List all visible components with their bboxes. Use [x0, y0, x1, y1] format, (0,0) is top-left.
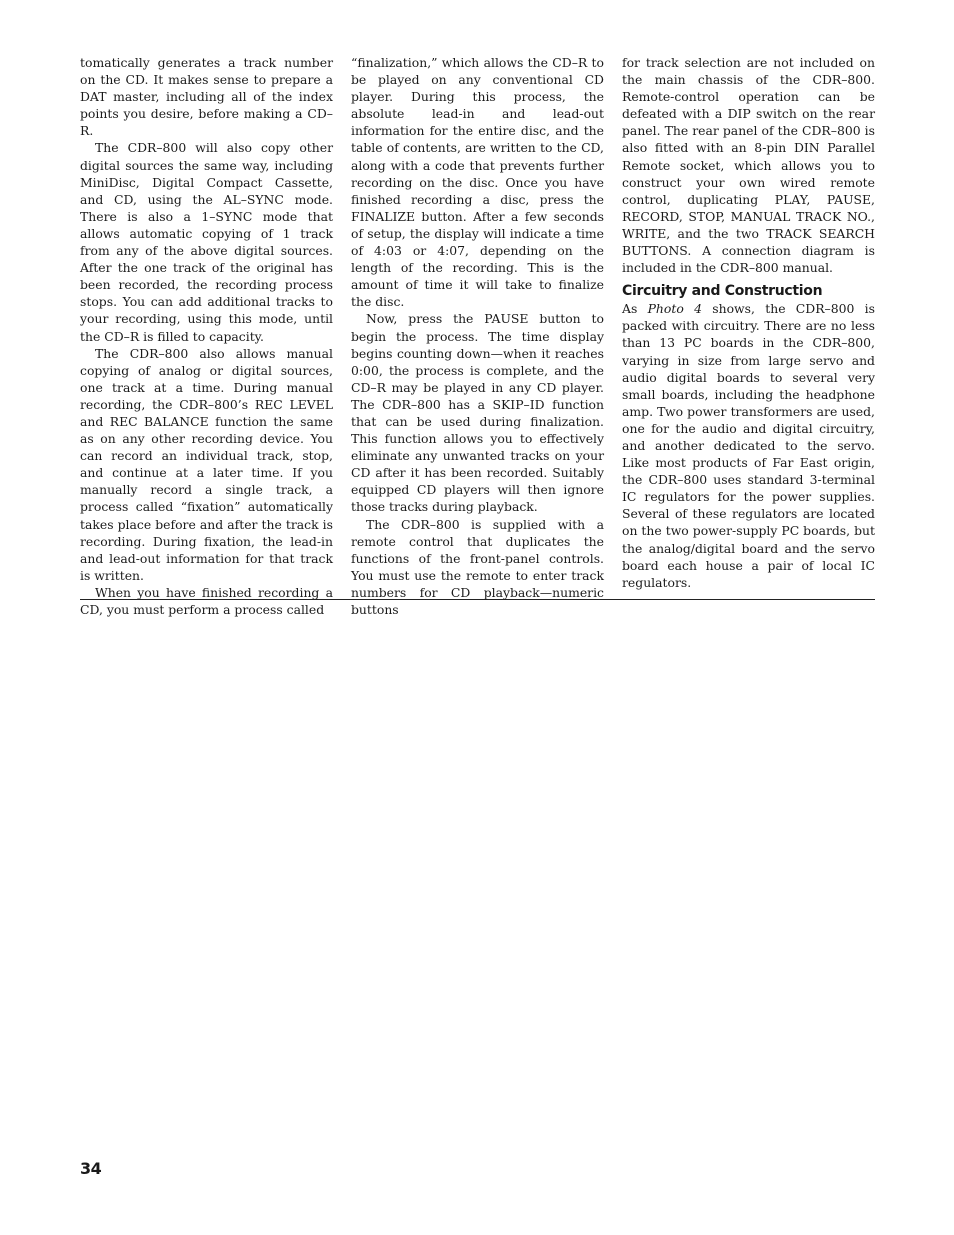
- page-number: 34: [80, 1159, 102, 1178]
- article-columns: [80, 54, 875, 618]
- column-2: [351, 54, 604, 618]
- photo-reference: Photo 4: [647, 301, 702, 317]
- paragraph: The CDR–800 is supplied with a remote control that duplicates the functions of the front-panel controls. You must use the remote to enter track numbers for CD playback—numeric buttons: [351, 516, 604, 617]
- text-run: As: [622, 301, 648, 317]
- paragraph: tomatically generates a track number on the CD. It makes sense to prepare a DAT master, including all of the index points you desire, before making a CD–R.: [80, 55, 333, 139]
- paragraph: The CDR–800 also allows manual copying of analog or digital sources, one track at a time. During manual recording, the CDR–800’s REC LEVEL and REC BALANCE function the same as on any other recording device. You can record an individual track, stop, and continue at a later time. If you manually record a single track, a process called “fixation” automatically takes place before and after the track is recording. During fixation, the lead-in and lead-out information for that track is written.: [80, 345, 333, 583]
- paragraph: When you have finished recording a CD, you must perform a process called: [80, 584, 333, 617]
- paragraph: [622, 300, 875, 591]
- column-1: [80, 54, 333, 618]
- paragraph: Now, press the PAUSE button to begin the process. The time display begins counting down—when it reaches 0:00, the process is complete, and the CD–R may be played in any CD player. The CDR–800 has a SKIP–ID function that can be used during finalization. This function allows you to effectively eliminate any unwanted tracks on your CD after it has been recorded. Suitably equipped CD players will then ignore those tracks during playback.: [351, 311, 604, 515]
- paragraph: The CDR–800 will also copy other digital sources the same way, including MiniDisc, Digital Compact Cassette, and CD, using the AL–SYNC mode. There is also a 1–SYNC mode that allows automatic copying of 1 track from any of the above digital sources. After the one track of the original has been recorded, the recording process stops. You can add additional tracks to your recording, using this mode, until the CD–R is filled to capacity.: [80, 140, 333, 344]
- horizontal-rule: [80, 599, 875, 600]
- text-run: shows, the CDR–800 is packed with circuitry. There are no less than 13 PC boards in the CDR–800, varying in size from large servo and audio digital boards to several very small boards, including the headphone amp. Two power transformers are used, one for the audio and digital circuitry, and another dedicated to the servo. Like most products of Far East origin, the CDR–800 uses standard 3-terminal IC regulators for the power supplies. Several of these regulators are located on the two power-supply PC boards, but the analog/digital board and the servo board each house a pair of local IC regulators.: [622, 301, 875, 590]
- column-3: [622, 54, 875, 618]
- paragraph: for track selection are not included on the main chassis of the CDR–800. Remote-control operation can be defeated with a DIP switch on the rear panel. The rear panel of the CDR–800 is also fitted with an 8-pin DIN Parallel Remote socket, which allows you to construct your own wired remote control, duplicating PLAY, PAUSE, RECORD, STOP, MANUAL TRACK NO., WRITE, and the two TRACK SEARCH BUTTONS. A connection diagram is included in the CDR–800 manual.: [622, 55, 875, 276]
- paragraph: “finalization,” which allows the CD–R to be played on any conventional CD player. During this process, the absolute lead-in and lead-out information for the entire disc, and the table of contents, are written to the CD, along with a code that prevents further recording on the disc. Once you have finished recording a disc, press the FINALIZE button. After a few seconds of setup, the display will indicate a time of 4:03 or 4:07, depending on the length of the recording. This is the amount of time it will take to finalize the disc.: [351, 55, 604, 310]
- section-heading: Circuitry and Construction: [622, 283, 823, 300]
